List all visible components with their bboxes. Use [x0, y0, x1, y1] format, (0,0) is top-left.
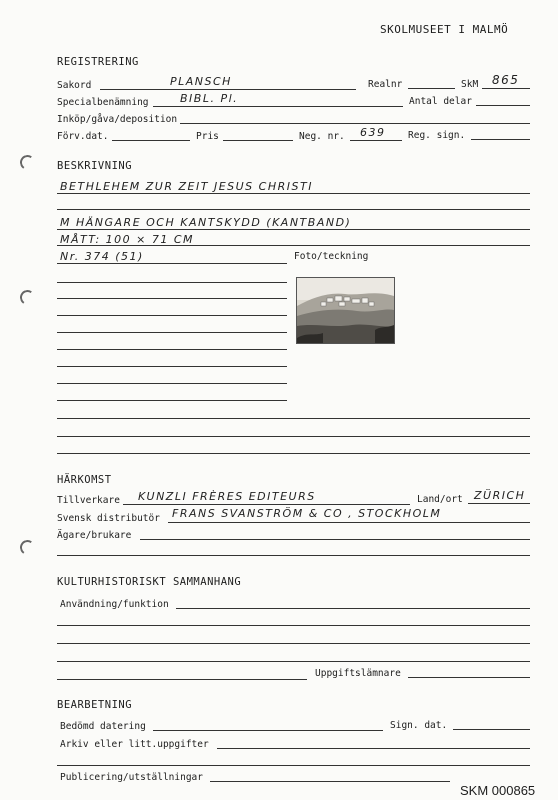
kultur-rule[interactable]	[57, 661, 530, 662]
pris-label: Pris	[196, 131, 219, 142]
bedomd-datering-field[interactable]	[153, 730, 383, 731]
antal-delar-field[interactable]	[476, 105, 530, 106]
reg-sign-field[interactable]	[471, 139, 530, 140]
distributor-label: Svensk distributör	[57, 513, 160, 524]
beskrivning-line: Nr. 374 (51)	[60, 250, 144, 263]
beskrivning-rule[interactable]	[57, 400, 287, 401]
punch-hole-icon	[19, 289, 36, 306]
beskrivning-line: BETHLEHEM ZUR ZEIT JESUS CHRISTI	[60, 180, 313, 193]
section-heading-registrering: REGISTRERING	[57, 56, 139, 68]
beskrivning-rule[interactable]	[57, 349, 287, 350]
tillverkare-field[interactable]	[123, 504, 410, 505]
uppgiftslamnare-field[interactable]	[408, 677, 530, 678]
land-ort-field[interactable]	[468, 503, 530, 504]
beskrivning-rule[interactable]	[57, 298, 287, 299]
publicering-field[interactable]	[210, 781, 450, 782]
section-heading-beskrivning: BESKRIVNING	[57, 160, 133, 172]
skm-value: 865	[492, 73, 520, 87]
beskrivning-rule[interactable]	[57, 332, 287, 333]
kultur-rule[interactable]	[57, 625, 530, 626]
beskrivning-rule[interactable]	[57, 366, 287, 367]
specialbenamning-value: BIBL. Pl.	[180, 92, 239, 105]
neg-nr-field[interactable]	[350, 140, 402, 141]
specialbenamning-label: Specialbenämning	[57, 97, 149, 108]
antal-delar-label: Antal delar	[409, 96, 472, 107]
bedomd-datering-label: Bedömd datering	[60, 721, 146, 732]
beskrivning-rule[interactable]	[57, 418, 530, 419]
uppgiftslamnare-label: Uppgiftslämnare	[315, 668, 401, 679]
specialbenamning-field[interactable]	[153, 106, 403, 107]
institution-title: SKOLMUSEET I MALMÖ	[380, 23, 509, 36]
sign-dat-label: Sign. dat.	[390, 720, 448, 731]
land-ort-value: ZÜRICH	[474, 489, 526, 502]
landscape-photo-image	[297, 278, 394, 343]
beskrivning-rule[interactable]	[57, 263, 287, 264]
realnr-label: Realnr	[368, 79, 403, 90]
inkop-field[interactable]	[180, 123, 530, 124]
realnr-field[interactable]	[408, 88, 455, 89]
beskrivning-rule[interactable]	[57, 282, 287, 283]
skm-field[interactable]	[482, 88, 530, 89]
punch-hole-icon	[19, 539, 36, 556]
bearbetning-rule[interactable]	[57, 765, 530, 766]
section-heading-harkomst: HÄRKOMST	[57, 474, 112, 486]
section-heading-kultur: KULTURHISTORISKT SAMMANHANG	[57, 576, 242, 588]
kultur-rule[interactable]	[57, 679, 307, 680]
foto-teckning-label: Foto/teckning	[294, 251, 369, 262]
pris-field[interactable]	[223, 140, 293, 141]
distributor-value: FRANS SVANSTRÖM & CO , STOCKHOLM	[172, 507, 442, 520]
forvdat-label: Förv.dat.	[57, 131, 109, 142]
beskrivning-rule[interactable]	[57, 383, 287, 384]
sakord-label: Sakord	[57, 80, 92, 91]
skm-label: SkM	[461, 79, 479, 90]
beskrivning-line: M HÄNGARE OCH KANTSKYDD (KANTBAND)	[60, 216, 352, 229]
photo-thumbnail	[296, 277, 395, 344]
section-heading-bearbetning: BEARBETNING	[57, 699, 133, 711]
neg-nr-value: 639	[360, 126, 386, 139]
beskrivning-line: MÅTT: 100 × 71 CM	[60, 233, 195, 246]
kultur-rule[interactable]	[57, 643, 530, 644]
beskrivning-rule[interactable]	[57, 229, 530, 230]
beskrivning-rule[interactable]	[57, 453, 530, 454]
sign-dat-field[interactable]	[453, 729, 530, 730]
harkomst-rule[interactable]	[57, 555, 530, 556]
beskrivning-rule[interactable]	[57, 436, 530, 437]
sakord-value: PLANSCH	[170, 75, 232, 88]
distributor-field[interactable]	[168, 522, 530, 523]
arkiv-field[interactable]	[217, 748, 530, 749]
punch-hole-icon	[19, 154, 36, 171]
neg-nr-label: Neg. nr.	[299, 131, 345, 142]
tillverkare-label: Tillverkare	[57, 495, 120, 506]
sakord-field[interactable]	[100, 89, 356, 90]
agare-brukare-field[interactable]	[140, 539, 530, 540]
catalog-id-stamp: SKM 000865	[460, 783, 536, 798]
beskrivning-rule[interactable]	[57, 209, 530, 210]
anvandning-label: Användning/funktion	[60, 599, 169, 610]
beskrivning-rule[interactable]	[57, 193, 530, 194]
publicering-label: Publicering/utställningar	[60, 772, 203, 783]
arkiv-label: Arkiv eller litt.uppgifter	[60, 739, 209, 750]
beskrivning-rule[interactable]	[57, 245, 530, 246]
reg-sign-label: Reg. sign.	[408, 130, 466, 141]
agare-brukare-label: Ägare/brukare	[57, 530, 132, 541]
forvdat-field[interactable]	[112, 140, 190, 141]
land-ort-label: Land/ort	[417, 494, 463, 505]
inkop-label: Inköp/gåva/deposition	[57, 114, 178, 125]
anvandning-field[interactable]	[176, 608, 530, 609]
tillverkare-value: KUNZLI FRÈRES EDITEURS	[138, 490, 316, 503]
beskrivning-rule[interactable]	[57, 315, 287, 316]
